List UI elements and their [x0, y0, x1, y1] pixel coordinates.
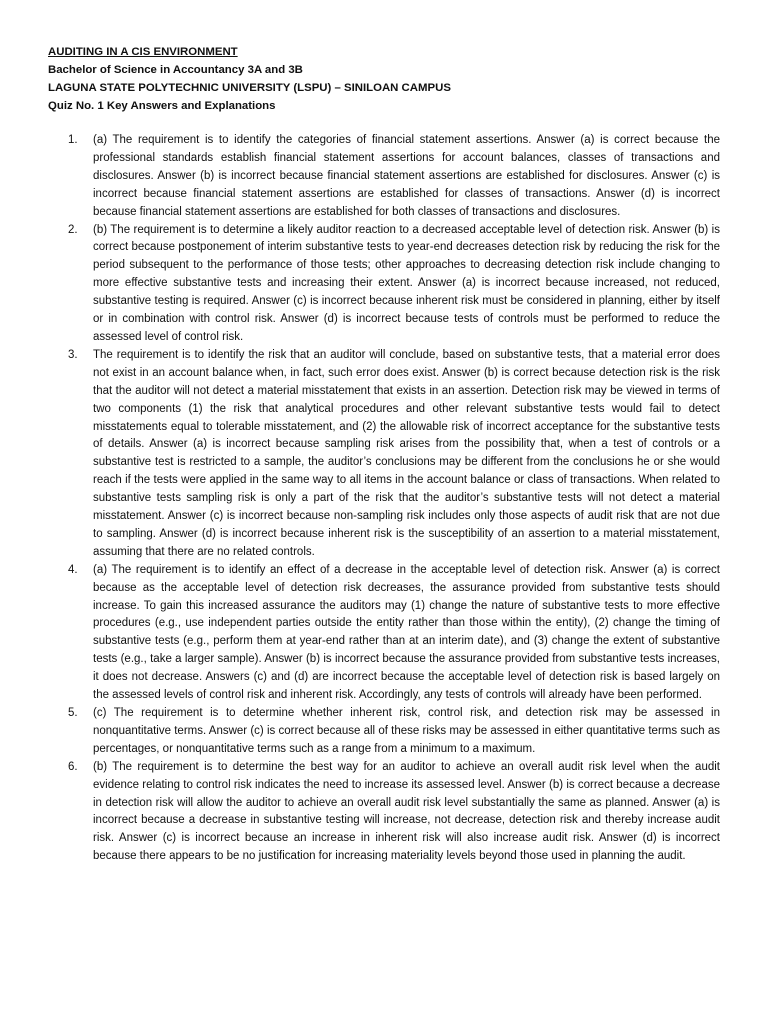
answer-item [48, 347, 720, 562]
quiz-title: Quiz No. 1 Key Answers and Explanations [48, 100, 276, 112]
answer-item [48, 759, 720, 866]
answer-text: (b) The requirement is to determine a likely auditor reaction to a decreased acceptable level of detection risk. Answer (b) is correct because postponement of interim substantive tests to year-end decreases detection risk by reducing the risk for the period subsequent to the performance of those tests; other approaches to decreasing detection risk include changing to more effective substantive tests and increasing their extent. Answer (a) is incorrect because increased, not reduced, substantive testing is required. Answer (c) is incorrect because inherent risk must be considered in planning, either by itself or in combination with control risk. Answer (d) is incorrect because tests of controls must be performed to reduce the assessed level of control risk. [93, 223, 720, 343]
answer-number: 3. [68, 348, 78, 361]
answer-text: (b) The requirement is to determine the best way for an auditor to achieve an overall audit risk level when the audit evidence relating to control risk indicates the need to increase its assessed level. Answer (b) is correct because a decrease in detection risk will allow the auditor to achieve an overall audit risk level substantially the same as planned. Answer (a) is incorrect because a decrease in substantive testing will increase, not decrease, detection risk and thereby increase audit risk. Answer (c) is incorrect because an increase in inherent risk will also increase audit risk. Answer (d) is incorrect because there appears to be no justification for increasing materiality levels beyond those used in planning the audit. [93, 760, 720, 863]
answer-text: The requirement is to identify the risk that an auditor will conclude, based on substantive tests, that a material error does not exist in an account balance when, in fact, such error does exist. Answer (b) is correct because detection risk is the risk that the auditor will not detect a material misstatement that exists in an assertion. Detection risk may be viewed in terms of two components (1) the risk that analytical procedures and other relevant substantive tests would fail to detect misstatements equal to tolerable misstatement, and (2) the allowable risk of incorrect acceptance for the substantive tests of details. Answer (a) is incorrect because sampling risk arises from the possibility that, when a test of controls or a substantive test is restricted to a sample, the auditor’s conclusions may be different from the conclusions he or she would reach if the tests were applied in the same way to all items in the account balance or class of transactions. When related to substantive tests sampling risk is only a part of the risk that the auditor’s substantive tests will not detect a material misstatement. Answer (c) is incorrect because non-sampling risk includes only those aspects of audit risk that are not due to sampling. Answer (d) is incorrect because inherent risk is the susceptibility of an assertion to a material misstatement, assuming that there are no related controls. [93, 348, 720, 558]
answer-list [48, 132, 720, 866]
answer-text: (a) The requirement is to identify the categories of financial statement assertions. Answer (a) is correct because the professional standards establish financial statement assertions for account balances, classes of transactions and disclosures. Answer (b) is incorrect because financial statement assertions are established for disclosures. Answer (c) is incorrect because financial statement assertions are established for classes of transactions. Answer (d) is incorrect because financial statement assertions are established for both classes of transactions and disclosures. [93, 134, 720, 218]
answer-number: 2. [68, 223, 78, 236]
answer-item [48, 705, 720, 759]
answer-number: 6. [68, 760, 78, 773]
answer-number: 5. [68, 707, 78, 719]
answer-item [48, 132, 720, 222]
university-line: LAGUNA STATE POLYTECHNIC UNIVERSITY (LSPU) – SINILOAN CAMPUS [48, 82, 451, 94]
course-title: AUDITING IN A CIS ENVIRONMENT [48, 46, 238, 58]
document-header [48, 43, 720, 115]
answer-item [48, 222, 720, 347]
answer-item [48, 562, 720, 705]
answer-number: 4. [68, 563, 78, 576]
answer-text: (c) The requirement is to determine whether inherent risk, control risk, and detection risk may be assessed in nonquantitative terms. Answer (c) is correct because all of these risks may be assessed in either quantitative terms such as percentages, or nonquantitative terms such as a range from a minimum to a maximum. [93, 707, 720, 755]
answer-text: (a) The requirement is to identify an effect of a decrease in the acceptable level of detection risk. Answer (a) is correct because as the acceptable level of detection risk decreases, the assurance provided from substantive tests should increase. To gain this increased assurance the auditors may (1) change the nature of substantive tests to more effective procedures (e.g., use independent parties outside the entity rather than those within the entity), (2) change the timing of substantive tests (e.g., perform them at year-end rather than at an interim date), and (3) change the extent of substantive tests (e.g., take a larger sample). Answer (b) is incorrect because the assurance provided from substantive tests increases, it does not decrease. Answers (c) and (d) are incorrect because the acceptable level of detection risk is based largely on the assessed levels of control risk and inherent risk. Accordingly, any tests of controls will already have been performed. [93, 563, 720, 702]
program-line: Bachelor of Science in Accountancy 3A and 3B [48, 64, 303, 76]
answer-number: 1. [68, 134, 78, 146]
